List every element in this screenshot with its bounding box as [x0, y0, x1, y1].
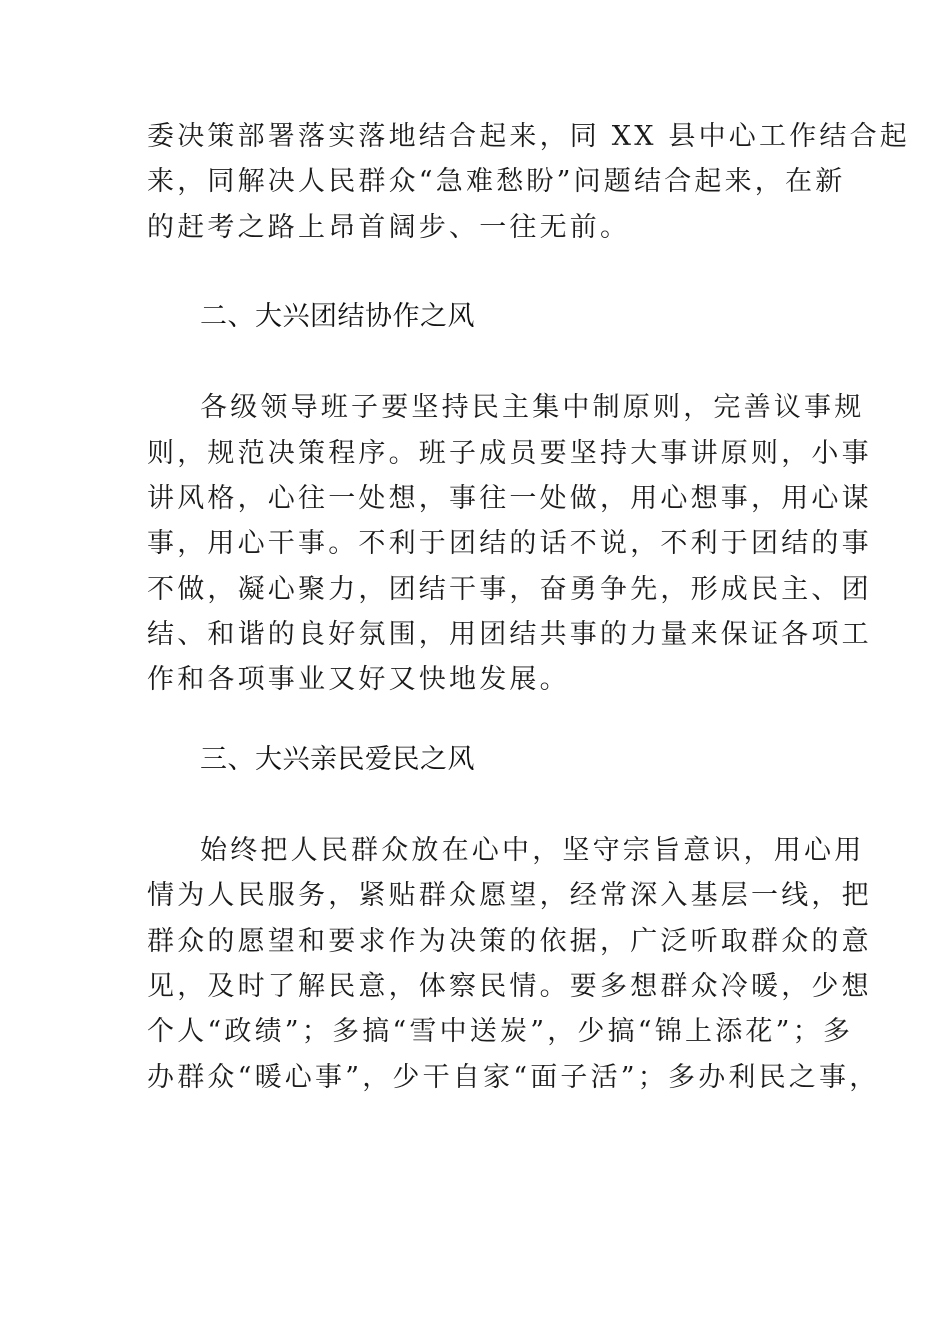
paragraph-line: 事，用心干事。不利于团结的话不说，不利于团结的事	[147, 528, 872, 559]
paragraph-line: 个人“政绩”；多搞“雪中送炭”，少搞“锦上添花”；多	[147, 1016, 854, 1047]
paragraph-line: 不做，凝心聚力，团结干事，奋勇争先，形成民主、团	[147, 574, 872, 605]
paragraph-line: 作和各项事业又好又快地发展。	[147, 664, 570, 695]
paragraph-line: 办群众“暖心事”，少干自家“面子活”；多办利民之事，	[147, 1062, 880, 1093]
paragraph-line: 结、和谐的良好氛围，用团结共事的力量来保证各项工	[147, 619, 872, 650]
paragraph-line: 委决策部署落实落地结合起来，同 XX 县中心工作结合起	[147, 121, 911, 152]
paragraph-line: 各级领导班子要坚持民主集中制原则，完善议事规	[200, 392, 865, 423]
paragraph-line: 群众的愿望和要求作为决策的依据，广泛听取群众的意	[147, 926, 872, 957]
paragraph-line: 的赶考之路上昂首阔步、一往无前。	[147, 212, 631, 243]
paragraph-line: 始终把人民群众放在心中，坚守宗旨意识，用心用	[200, 835, 865, 866]
section-heading-3: 三、大兴亲民爱民之风	[200, 744, 475, 775]
section-heading-2: 二、大兴团结协作之风	[200, 301, 475, 332]
paragraph-line: 情为人民服务，紧贴群众愿望，经常深入基层一线，把	[147, 880, 872, 911]
paragraph-line: 来，同解决人民群众“急难愁盼”问题结合起来，在新	[147, 166, 846, 197]
paragraph-line: 讲风格，心往一处想，事往一处做，用心想事，用心谋	[147, 483, 872, 514]
paragraph-line: 见，及时了解民意，体察民情。要多想群众冷暖，少想	[147, 971, 872, 1002]
paragraph-line: 则，规范决策程序。班子成员要坚持大事讲原则，小事	[147, 438, 872, 469]
